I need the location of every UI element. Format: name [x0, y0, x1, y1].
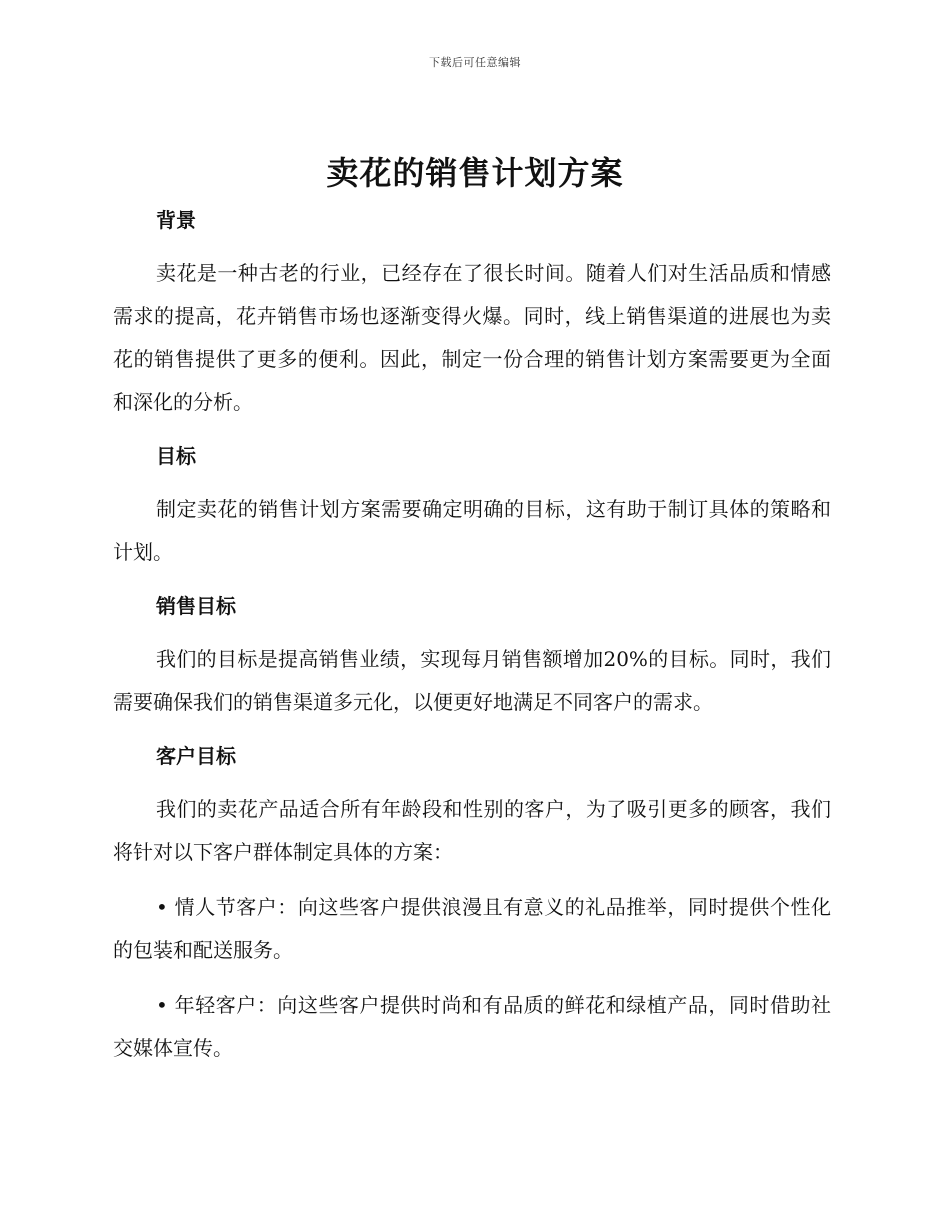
- paragraph-customer-goal: 我们的卖花产品适合所有年龄段和性别的客户，为了吸引更多的顾客，我们将针对以下客户群体制定具体的方案：: [113, 797, 831, 864]
- paragraph-sales-goal: 我们的目标是提高销售业绩，实现每月销售额增加20%的目标。同时，我们需要确保我们的销售渠道多元化，以便更好地满足不同客户的需求。: [113, 647, 831, 714]
- page-title: 卖花的销售计划方案: [326, 154, 624, 192]
- list-item: • 情人节客户：向这些客户提供浪漫且有意义的礼品推举，同时提供个性化的包装和配送服务。: [113, 895, 831, 962]
- heading-goal: 目标: [156, 444, 196, 468]
- list-item: • 年轻客户：向这些客户提供时尚和有品质的鲜花和绿植产品，同时借助社交媒体宣传。: [113, 993, 831, 1060]
- heading-customer-goal: 客户目标: [156, 744, 236, 768]
- heading-background: 背景: [156, 208, 196, 232]
- document-body: [113, 200, 831, 1070]
- heading-sales-goal: 销售目标: [156, 594, 236, 618]
- paragraph-background: 卖花是一种古老的行业，已经存在了很长时间。随着人们对生活品质和情感需求的提高，花卉销售市场也逐渐变得火爆。同时，线上销售渠道的进展也为卖花的销售提供了更多的便利。因此，制定一份合理的销售计划方案需要更为全面和深化的分析。: [113, 261, 831, 414]
- paragraph-goal: 制定卖花的销售计划方案需要确定明确的目标，这有助于制订具体的策略和计划。: [113, 497, 831, 564]
- header-note: 下载后可任意编辑: [429, 56, 521, 69]
